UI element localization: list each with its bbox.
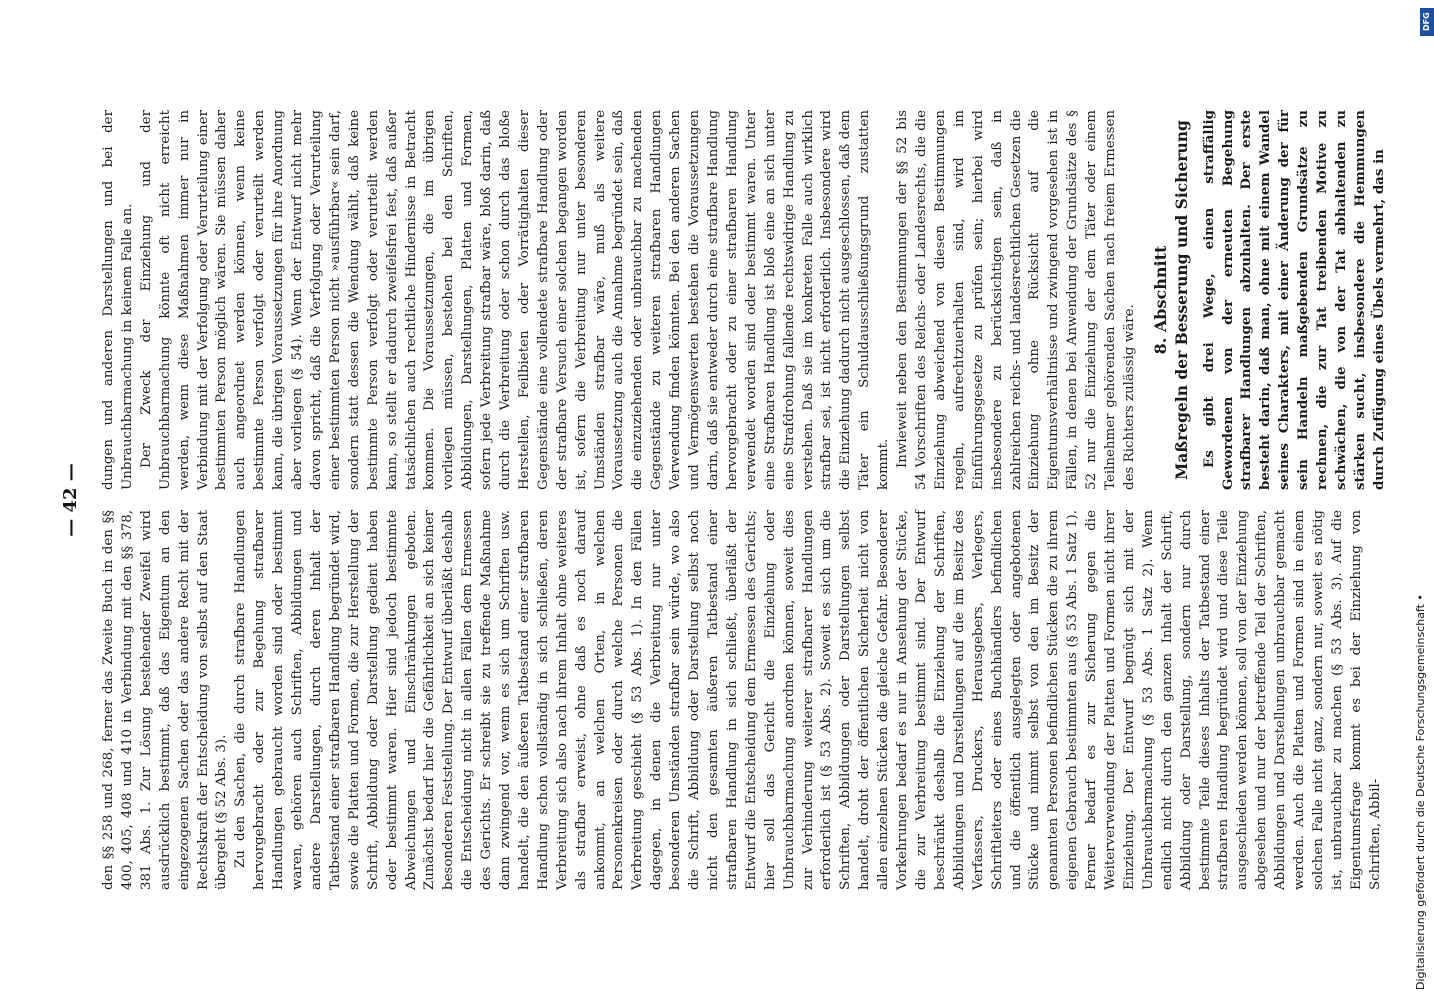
- paragraph: den §§ 258 und 268, ferner das Zweite Buch in den §§ 400, 405, 408 und 410 in Verbindung mit den §§ 378, 381 Abs. 1. Zur Lösung bestehender Zweifel wird ausdrücklich bestimmt, daß das Eigentum an den eingezogenen Sachen oder das andere Recht mit der Rechtskraft der Entscheidung von selbst auf den Staat übergeht (§ 52 Abs. 3).: [101, 510, 230, 890]
- footer-credit: Digitalisierung gefördert durch die Deutsche Forschungsgemeinschaft •: [1414, 594, 1427, 990]
- section-number: 8. Abschnitt: [1150, 245, 1170, 355]
- paragraph: Zu den Sachen, die durch strafbare Handlungen hervorgebracht oder zur Begehung strafbarer Handlungen gebraucht worden sind oder bestimmt waren, gehören auch Schriften, Abbildungen und andere Darstellungen, durch deren Inhalt der Tatbestand einer strafbaren Handlung begründet wird, sowie die Platten und Formen, die zur Herstellung der Schrift, Abbildung oder Darstellung gedient haben oder bestimmt waren. Hier sind jedoch bestimmte Abweichungen und Einschränkungen geboten. Zunächst bedarf hier die Gefährlichkeit an sich keiner besonderen Feststellung. Der Entwurf überläßt deshalb die Entscheidung nicht in allen Fällen dem Ermessen des Gerichts. Er schreibt sie zu treffende Maßnahme dann zwingend vor, wenn es sich um Schriften usw. handelt, die den äußeren Tatbestand einer strafbaren Handlung schon vollständig in sich schließen, deren Verbreitung sich also nach ihrem Inhalt ohne weiteres als strafbar erweist, ohne daß es noch darauf ankommt, an welchen Orten, in welchen Personenkreisen oder durch welche Personen die Verbreitung geschieht (§ 53 Abs. 1). In den Fällen dagegen, in denen die Verbreitung nur unter besonderen Umständen strafbar sein würde, wo also die Schrift, Abbildung oder Darstellung selbst noch nicht den gesamten äußeren Tatbestand einer strafbaren Handlung in sich schließt, überläßt der Entwurf die Entscheidung dem Ermessen des Gerichts; hier soll das Gericht die Einziehung oder Unbrauchbarmachung anordnen können, soweit dies zur Verhinderung weiterer strafbarer Handlungen erforderlich ist (§ 53 Abs. 2). Soweit es sich um die Schriften, Abbildungen oder Darstellungen selbst handelt, droht der öffentlichen Sicherheit nicht von allen einzelnen Stücken die gleiche Gefahr. Besonderer Vorkehrungen bedarf es nur in Ansehung der Stücke, die zur Verbreitung bestimmt sind. Der Entwurf beschränkt deshalb die Einziehung der Schriften, Abbildungen und Darstellungen auf die im Besitz des Verfassers, Druckers, Herausgebers, Verlegers, Schriftleiters oder eines Buchhändlers befindlichen und die öffentlich ausgelegten oder angebotenen Stücke und nimmt selbst von den im Besitz der genannten Personen befindlichen Stücken die zu ihrem eigenen Gebrauch bestimmten aus (§ 53 Abs. 1 Satz 1). Ferner bedarf es zur Sicherung gegen die Weiterverwendung der Platten und Formen nicht ihrer Einziehung. Der Entwurf begnügt sich mit der Unbrauchbarmachung (§ 53 Abs. 1 Satz 2). Wenn endlich nicht durch den ganzen Inhalt der Schrift, Abbildung oder Darstellung, sondern nur durch bestimmte Teile dieses Inhalts der Tatbestand einer strafbaren Handlung begründet wird und diese Teile ausgeschieden werden können, soll von der Einziehung abgesehen und nur der betreffende Teil der Schriften, Abbildungen und Darstellungen unbrauchbar gemacht werden. Auch die Platten und Formen sind in einem solchen Falle nicht ganz, sondern nur, soweit es nötig ist, unbrauchbar zu machen (§ 53 Abs. 3). Auf die Eigentumsfrage kommt es bei der Einziehung von Schriften, Abbil-: [233, 510, 1383, 890]
- page-number: — 42 —: [60, 463, 81, 537]
- right-column: [100, 110, 1387, 490]
- dfg-logo: DFG: [1420, 8, 1434, 36]
- paragraph: Der Zweck der Einziehung und der Unbrauchbarmachung könnte oft nicht erreicht werden, wenn diese Maßnahmen immer nur in Verbindung mit der Verfolgung oder Verurteilung einer bestimmten Person möglich wären. Sie müssen daher auch angeordnet werden können, wenn keine bestimmte Person verfolgt oder verurteilt werden kann, die übrigen Voraussetzungen für ihre Anordnung aber vorliegen (§ 54). Wenn der Entwurf nicht mehr davon spricht, daß die Verfolgung oder Verurteilung einer bestimmten Person nicht »ausführbar« sein darf, sondern statt dessen die Wendung wählt, daß keine bestimmte Person verfolgt oder verurteilt werden kann, so stellt er dadurch zweifelsfrei fest, daß außer tatsächlichen auch rechtliche Hindernisse in Betracht kommen. Die Voraussetzungen, die im übrigen vorliegen müssen, bestehen bei den Schriften, Abbildungen, Darstellungen, Platten und Formen, sofern jede Verbreitung strafbar wäre, bloß darin, daß durch die Verbreitung oder schon durch das bloße Herstellen, Feilbieten oder Vorrätighalten dieser Gegenstände eine vollendete strafbare Handlung oder der strafbare Versuch einer solchen begangen worden ist, sofern die Verbreitung nur unter besonderen Umständen strafbar wäre, muß als weitere Voraussetzung auch die Annahme begründet sein, daß die einzuziehenden oder unbrauchbar zu machenden Gegenstände zu weiteren strafbaren Handlungen Verwendung finden könnten. Bei den anderen Sachen und Vermögenswerten bestehen die Voraussetzungen darin, daß sie entweder durch eine strafbare Handlung hervorgebracht oder zu einer strafbaren Handlung verwendet worden sind oder bestimmt waren. Unter eine Strafbaren Handlung ist bloß eine an sich unter eine Strafdrohung fallende rechtswidrige Handlung zu verstehen. Daß sie im konkreten Falle auch wirklich strafbar sei, ist nicht erforderlich. Insbesondere wird die Einziehung dadurch nicht ausgeschlossen, daß dem Täter ein Schuldausschließungsgrund zustatten kommt.: [138, 110, 892, 490]
- paragraph: dungen und anderen Darstellungen und bei der Unbrauchbarmachung in keinem Falle an.: [101, 110, 135, 490]
- section-title: Maßregeln der Besserung und Sicherung: [1171, 120, 1191, 480]
- paragraph: Es gibt drei Wege, einen straffällig Gewordenen von der erneuten Begehung strafbarer Handlungen abzuhalten. Der erste besteht darin, daß man, ohne mit einem Wandel seines Charakters, mit einer Änderung der für sein Handeln maßgebenden Grundsätze zu rechnen, die zur Tat treibenden Motive zu schwächen, die von der Tat abhaltenden zu stärken sucht, insbesondere die Hemmungen durch Zufügung eines Übels vermehrt, das in: [1200, 110, 1387, 490]
- paragraph: Inwieweit neben den Bestimmungen der §§ 52 bis 54 Vorschriften des Reichs- oder Landesrechts, die die Einziehung abweichend von diesen Bestimmungen regeln, aufrechtzuerhalten sind, wird im Einführungsgesetze zu prüfen sein; hierbei wird insbesondere zu berücksichtigen sein, daß in zahlreichen reichs- und landesrechtlichen Gesetzen die Einziehung ohne Rücksicht auf die Eigentumsverhältnisse und zwingend vorgesehen ist in Fällen, in denen bei Anwendung der Grundsätze des § 52 nur die Einziehung der dem Täter oder einem Teilnehmer gehörenden Sachen nach freiem Ermessen des Richters zulässig wäre.: [895, 110, 1137, 490]
- left-column: [100, 510, 1383, 890]
